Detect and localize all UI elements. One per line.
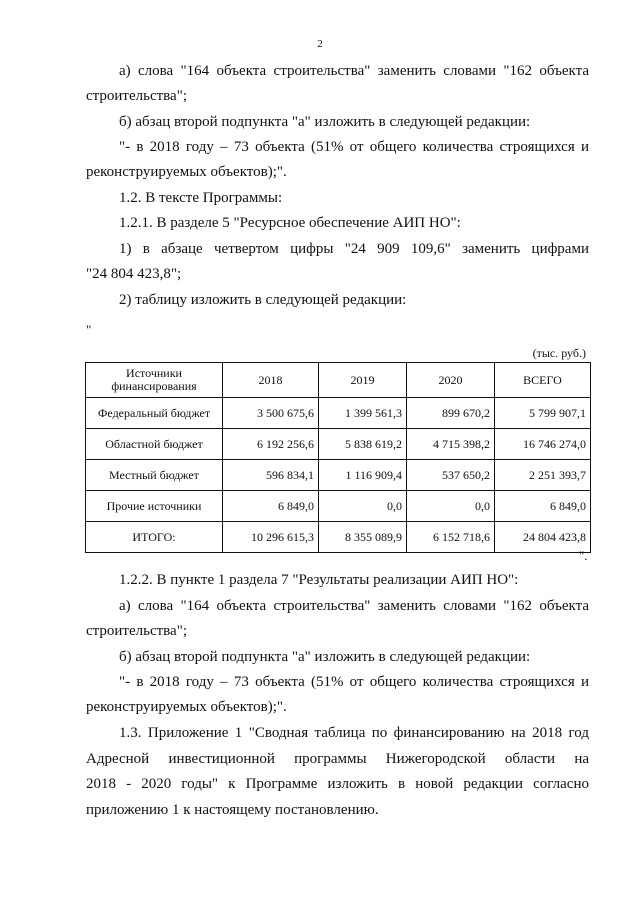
cell-value: 0,0 [319,491,407,522]
header-2020: 2020 [407,363,495,398]
cell-value: 2 251 393,7 [495,460,591,491]
cell-value: 24 804 423,8 [495,522,591,553]
table-row [86,491,591,522]
row-label: Областной бюджет [86,429,223,460]
table-header-row [86,363,591,398]
table-row [86,429,591,460]
row-label: ИТОГО: [86,522,223,553]
cell-value: 1 399 561,3 [319,398,407,429]
header-2019: 2019 [319,363,407,398]
section-1-3-line4: приложению 1 к настоящему постановлению. [86,802,379,818]
cell-value: 1 116 909,4 [319,460,407,491]
row-label: Федеральный бюджет [86,398,223,429]
cell-value: 3 500 675,6 [223,398,319,429]
item-1-line1: 1) в абзаце четвертом цифры "24 909 109,6" заменить цифрами [119,241,589,257]
cell-value: 8 355 089,9 [319,522,407,553]
cell-value: 537 650,2 [407,460,495,491]
cell-value: 5 799 907,1 [495,398,591,429]
cell-value: 16 746 274,0 [495,429,591,460]
header-sources: Источники финансирования [86,363,223,398]
header-2018: 2018 [223,363,319,398]
page-number: 2 [317,38,323,50]
cell-value: 596 834,1 [223,460,319,491]
cell-value: 0,0 [407,491,495,522]
paragraph-1a-line1: а) слова "164 объекта строительства" заменить словами "162 объекта [119,63,589,79]
quote-2-line2: реконструируемых объектов);". [86,699,287,715]
cell-value: 6 192 256,6 [223,429,319,460]
units-label: (тыс. руб.) [532,346,586,360]
table-row [86,460,591,491]
section-1-2: 1.2. В тексте Программы: [119,190,283,206]
quote-1-line1: "- в 2018 году – 73 объекта (51% от общего количества строящихся и [119,139,589,155]
paragraph-2a-line1: а) слова "164 объекта строительства" заменить словами "162 объекта [119,598,589,614]
quote-2-line1: "- в 2018 году – 73 объекта (51% от общего количества строящихся и [119,674,589,690]
paragraph-1b: б) абзац второй подпункта "а" изложить в следующей редакции: [119,114,531,130]
cell-value: 899 670,2 [407,398,495,429]
section-1-3-line1: 1.3. Приложение 1 "Сводная таблица по финансированию на 2018 год [119,725,589,741]
financing-table [85,362,591,553]
section-1-3-line3: 2018 - 2020 годы" к Программе изложить в новой редакции согласно [86,776,589,792]
item-2: 2) таблицу изложить в следующей редакции: [119,292,407,308]
quote-1-line2: реконструируемых объектов);". [86,164,287,180]
table-row-total [86,522,591,553]
section-1-2-2: 1.2.2. В пункте 1 раздела 7 "Результаты реализации АИП НО": [119,572,519,588]
section-1-2-1: 1.2.1. В разделе 5 "Ресурсное обеспечение АИП НО": [119,215,461,231]
paragraph-1a-line2: строительства"; [86,88,188,104]
cell-value: 6 849,0 [223,491,319,522]
paragraph-2b: б) абзац второй подпункта "а" изложить в следующей редакции: [119,649,531,665]
row-label: Прочие источники [86,491,223,522]
paragraph-2a-line2: строительства"; [86,623,188,639]
cell-value: 10 296 615,3 [223,522,319,553]
row-label: Местный бюджет [86,460,223,491]
cell-value: 5 838 619,2 [319,429,407,460]
header-total: ВСЕГО [495,363,591,398]
quote-close-mark: ". [579,548,588,563]
cell-value: 6 152 718,6 [407,522,495,553]
section-1-3-line2: Адресной инвестиционной программы Нижегородской области на [86,751,589,767]
quote-open-mark: " [86,322,92,337]
cell-value: 4 715 398,2 [407,429,495,460]
cell-value: 6 849,0 [495,491,591,522]
item-1-line2: "24 804 423,8"; [86,266,182,282]
table-row [86,398,591,429]
